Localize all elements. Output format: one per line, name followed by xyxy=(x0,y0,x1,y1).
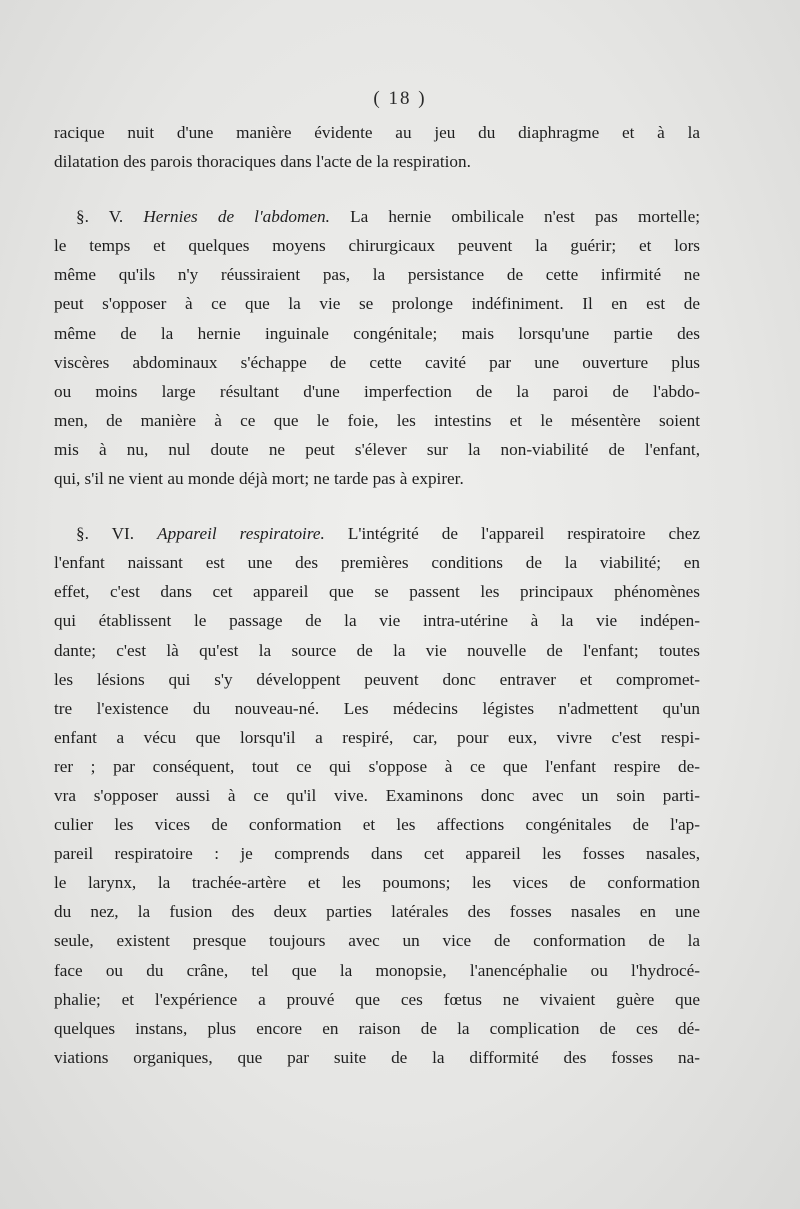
text-line: même qu'ils n'y réussiraient pas, la persistance de cette infirmité ne xyxy=(54,265,700,285)
text-line: qui, s'il ne vient au monde déjà mort; ne tarde pas à expirer. xyxy=(54,469,464,489)
text-line: dilatation des parois thoraciques dans l'acte de la respiration. xyxy=(54,152,471,172)
text-line: peut s'opposer à ce que la vie se prolonge indéfiniment. Il en est de xyxy=(54,294,700,314)
text-line: le larynx, la trachée-artère et les poumons; les vices de conformation xyxy=(54,873,700,893)
section-title: Hernies de l'abdomen. xyxy=(143,207,330,227)
text-line: du nez, la fusion des deux parties latérales des fosses nasales en une xyxy=(54,902,700,922)
text-line: culier les vices de conformation et les affections congénitales de l'ap- xyxy=(54,815,700,835)
text-line: dante; c'est là qu'est la source de la vie nouvelle de l'enfant; toutes xyxy=(54,640,700,660)
text-line: viations organiques, que par suite de la difformité des fosses na- xyxy=(54,1047,700,1067)
text-line: racique nuit d'une manière évidente au jeu du diaphragme et à la xyxy=(54,123,700,142)
text-line: effet, c'est dans cet appareil que se passent les principaux phénomènes xyxy=(54,582,700,602)
text-line: rer ; par conséquent, tout ce qui s'oppose à ce que l'enfant respire de- xyxy=(54,756,700,776)
text-line: mis à nu, nul doute ne peut s'élever sur la non-viabilité de l'enfant, xyxy=(54,439,700,459)
text-fragment: La hernie ombilicale n'est pas mortelle; xyxy=(350,207,701,227)
section-heading-line xyxy=(54,202,700,231)
page-text xyxy=(54,118,700,1072)
text-line: qui établissent le passage de la vie intra-utérine à la vie indépen- xyxy=(54,611,700,631)
text-line: tre l'existence du nouveau-né. Les médecins légistes n'admettent qu'un xyxy=(54,698,700,718)
section-title: Appareil respiratoire. xyxy=(157,524,325,544)
text-line: les lésions qui s'y développent peuvent donc entraver et compromet- xyxy=(54,669,700,689)
text-fragment: L'intégrité de l'appareil respiratoire chez xyxy=(347,524,701,544)
text-line: face ou du crâne, tel que la monopsie, l'anencéphalie ou l'hydrocé- xyxy=(54,960,700,980)
text-line: men, de manière à ce que le foie, les intestins et le mésentère soient xyxy=(54,410,700,430)
text-line: quelques instans, plus encore en raison de la complication de ces dé- xyxy=(54,1018,700,1038)
text-line: enfant a vécu que lorsqu'il a respiré, car, pour eux, vivre c'est respi- xyxy=(54,727,700,747)
section-heading-line xyxy=(54,519,700,548)
text-line: l'enfant naissant est une des premières conditions de la viabilité; en xyxy=(54,553,700,573)
page-number: ( 18 ) xyxy=(373,88,427,109)
text-line: pareil respiratoire : je comprends dans cet appareil les fosses nasales, xyxy=(54,844,700,864)
text-line: viscères abdominaux s'échappe de cette cavité par une ouverture plus xyxy=(54,352,700,372)
text-line: ou moins large résultant d'une imperfection de la paroi de l'abdo- xyxy=(54,381,700,401)
section-marker: §. VI. xyxy=(76,524,135,544)
text-line: même de la hernie inguinale congénitale; mais lorsqu'une partie des xyxy=(54,323,700,343)
text-line: seule, existent presque toujours avec un vice de conformation de la xyxy=(54,931,700,951)
text-line: le temps et quelques moyens chirurgicaux peuvent la guérir; et lors xyxy=(54,236,700,256)
text-line: vra s'opposer aussi à ce qu'il vive. Examinons donc avec un soin parti- xyxy=(54,785,700,805)
text-line: phalie; et l'expérience a prouvé que ces fœtus ne vivaient guère que xyxy=(54,989,700,1009)
section-marker: §. V. xyxy=(76,207,124,227)
